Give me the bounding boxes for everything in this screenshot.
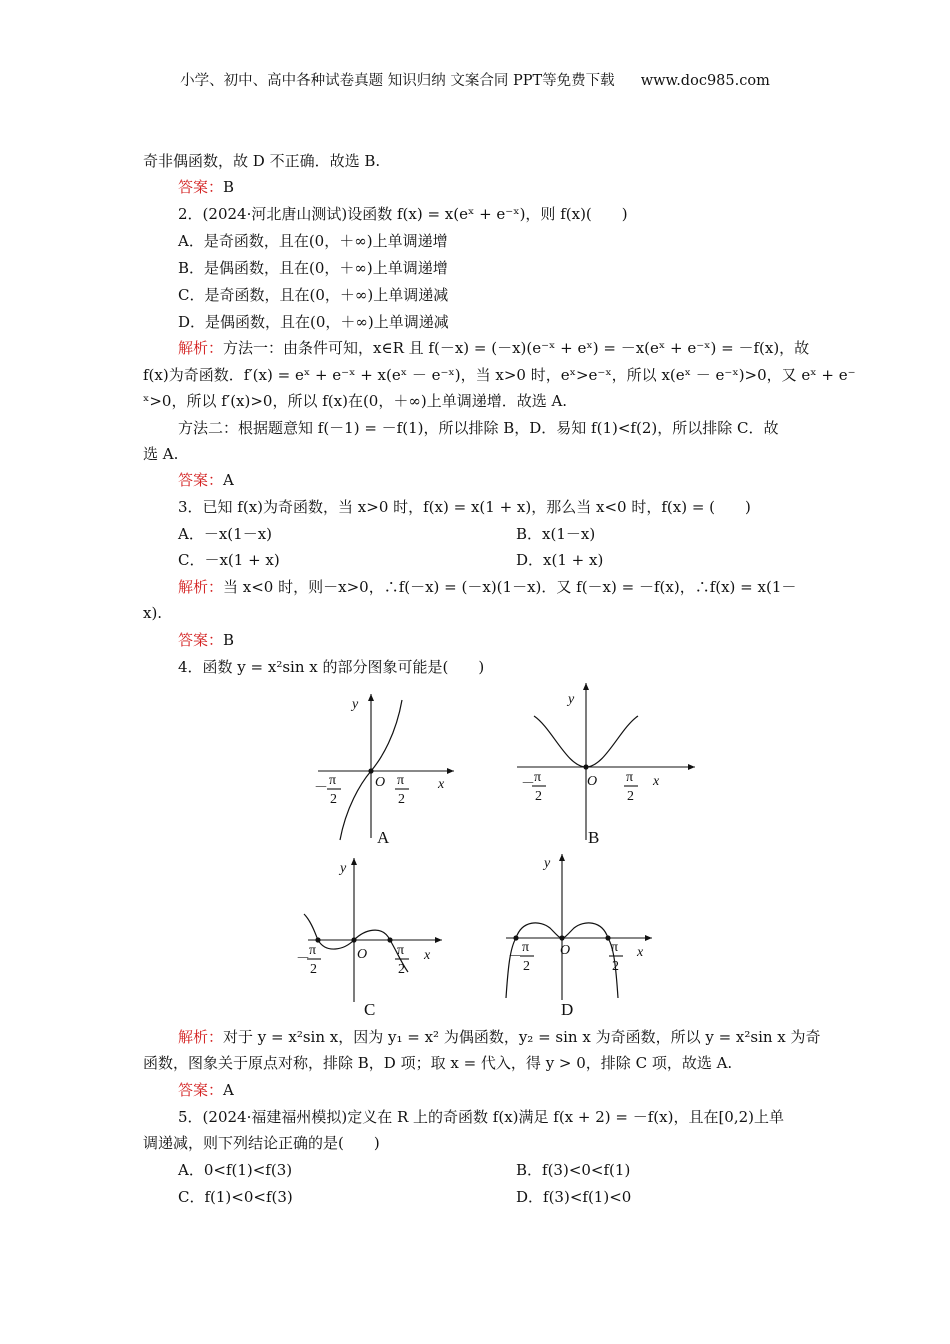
graph-d: [500, 848, 660, 1020]
answer-value: B: [223, 178, 235, 196]
denominator-2: 2: [612, 959, 619, 974]
solution-2-line-2: f(x)为奇函数．f′(x) = eˣ + e⁻ˣ + x(eˣ － e⁻ˣ)，当 x>0 时，eˣ>e⁻ˣ，所以 x(eˣ － e⁻ˣ)>0，又 eˣ + e⁻: [143, 366, 856, 384]
solution-4-line-1: [178, 1026, 821, 1048]
pi-label: π: [522, 940, 530, 955]
solution-label: 解析：: [178, 578, 224, 596]
caption-b: B: [588, 828, 600, 847]
page-header: [0, 69, 950, 90]
y-label: y: [352, 697, 359, 712]
x-axis-arrow: [447, 768, 454, 774]
caption-d: D: [561, 1000, 574, 1019]
graph-c: [296, 852, 451, 1022]
solution-2-line-1: [178, 337, 808, 359]
answer-4: [178, 1079, 808, 1101]
zero-dot: [605, 935, 610, 940]
graph-b: [512, 680, 697, 850]
origin-label: O: [357, 947, 368, 962]
question-3: 3．已知 f(x)为奇函数，当 x>0 时，f(x) = x(1 + x)，那么当 x<0 时，f(x) = ( ): [178, 498, 751, 516]
x-axis-arrow: [688, 764, 695, 770]
answer-label: 答案：: [178, 178, 224, 196]
zero-dot: [513, 935, 518, 940]
header-text: 小学、初中、高中各种试卷真题 知识归纳 文案合同 PPT等免费下载: [180, 73, 615, 89]
solution-3-line-2: x).: [143, 604, 163, 622]
y-label: y: [340, 861, 347, 876]
text-line: 奇非偶函数，故 D 不正确．故选 B.: [143, 152, 381, 170]
y-axis-arrow: [559, 854, 565, 861]
solution-2-line-5: 选 A.: [143, 445, 179, 463]
pi-label: π: [329, 773, 337, 788]
answer-2: [178, 469, 808, 491]
option-3b: B．x(1－x): [516, 525, 596, 543]
question-5-line-1: 5．(2024·福建福州模拟)定义在 R 上的奇函数 f(x)满足 f(x + 2) = －f(x)，且在[0,2)上单: [178, 1108, 785, 1126]
option-5a: A．0<f(1)<f(3): [178, 1161, 293, 1179]
answer-value: A: [223, 1081, 234, 1099]
origin-dot: [583, 764, 588, 769]
option-2a: A．是奇函数，且在(0，＋∞)上单调递增: [178, 232, 448, 250]
denominator-2: 2: [330, 792, 337, 807]
x-label: x: [424, 948, 431, 963]
option-3d: D．x(1 + x): [516, 551, 604, 569]
x-label: x: [653, 774, 660, 789]
pi-label: π: [534, 770, 542, 785]
y-label: y: [568, 692, 575, 707]
solution-text: 方法一：由条件可知，x∈R 且 f(－x) = (－x)(e⁻ˣ + eˣ) = －x(eˣ + e⁻ˣ) = －f(x)，故: [223, 339, 810, 357]
solution-4-line-2: 函数，图象关于原点对称，排除 B，D 项；取 x = 代入，得 y > 0，排除 C 项，故选 A.: [143, 1054, 733, 1072]
answer-1: [178, 176, 808, 198]
options-5cd: [178, 1186, 808, 1208]
solution-text: 对于 y = x²sin x，因为 y₁ = x² 为偶函数，y₂ = sin x 为奇函数，所以 y = x²sin x 为奇: [223, 1028, 821, 1046]
x-axis-arrow: [435, 937, 442, 943]
options-3ab: [178, 523, 808, 545]
origin-label: O: [587, 774, 598, 789]
denominator-2: 2: [627, 789, 634, 804]
pi-label: π: [626, 770, 634, 785]
solution-label: 解析：: [178, 339, 224, 357]
denominator-2: 2: [398, 792, 405, 807]
answer-3: [178, 629, 808, 651]
pi-label: π: [309, 943, 317, 958]
question-5-line-2: 调递减，则下列结论正确的是( ): [143, 1134, 380, 1152]
denominator-2: 2: [523, 959, 530, 974]
curve-c: [304, 914, 408, 972]
denominator-2: 2: [310, 962, 317, 977]
origin-dot: [368, 768, 373, 773]
answer-label: 答案：: [178, 631, 224, 649]
minus-sign: －: [521, 777, 535, 792]
option-2c: C．是奇函数，且在(0，＋∞)上单调递减: [178, 286, 449, 304]
solution-text: 当 x<0 时，则－x>0，∴f(－x) = (－x)(1－x)．又 f(－x) = －f(x)，∴f(x) = x(1－: [223, 578, 797, 596]
origin-dot: [559, 935, 564, 940]
answer-label: 答案：: [178, 1081, 224, 1099]
y-axis-arrow: [583, 683, 589, 690]
answer-value: B: [223, 631, 235, 649]
solution-3-line-1: [178, 576, 808, 598]
question-4: 4．函数 y = x²sin x 的部分图象可能是( ): [178, 658, 485, 676]
option-2b: B．是偶函数，且在(0，＋∞)上单调递增: [178, 259, 448, 277]
x-label: x: [637, 945, 644, 960]
caption-c: C: [364, 1000, 376, 1019]
header-url: www.doc985.com: [640, 73, 770, 89]
answer-label: 答案：: [178, 471, 224, 489]
origin-label: O: [560, 943, 571, 958]
option-5d: D．f(3)<f(1)<0: [516, 1188, 632, 1206]
y-label: y: [544, 856, 551, 871]
caption-a: A: [377, 828, 390, 847]
option-3a: A．－x(1－x): [178, 525, 272, 543]
zero-dot: [387, 937, 392, 942]
denominator-2: 2: [398, 962, 405, 977]
option-2d: D．是偶函数，且在(0，＋∞)上单调递减: [178, 313, 449, 331]
minus-sign: －: [508, 950, 522, 965]
pi-label: π: [397, 943, 405, 958]
denominator-2: 2: [535, 789, 542, 804]
solution-2-line-4: 方法二：根据题意知 f(－1) = －f(1)，所以排除 B，D．易知 f(1)<f(2)，所以排除 C．故: [178, 419, 779, 437]
answer-value: A: [223, 471, 234, 489]
pi-label: π: [611, 940, 619, 955]
graph-a: [312, 688, 462, 848]
option-5b: B．f(3)<0<f(1): [516, 1161, 631, 1179]
solution-label: 解析：: [178, 1028, 224, 1046]
y-axis-arrow: [368, 694, 374, 701]
origin-dot: [351, 937, 356, 942]
minus-sign: －: [296, 952, 310, 967]
minus-sign: －: [314, 781, 328, 796]
solution-2-line-3: ˣ>0，所以 f′(x)>0，所以 f(x)在(0，＋∞)上单调递增．故选 A.: [143, 392, 568, 410]
y-axis-arrow: [351, 858, 357, 865]
origin-label: O: [375, 775, 386, 790]
options-3cd: [178, 549, 808, 571]
options-5ab: [178, 1159, 808, 1181]
option-5c: C．f(1)<0<f(3): [178, 1188, 293, 1206]
question-2: 2．(2024·河北唐山测试)设函数 f(x) = x(eˣ + e⁻ˣ)，则 f(x)( ): [178, 205, 628, 223]
option-3c: C．－x(1 + x): [178, 551, 280, 569]
pi-label: π: [397, 773, 405, 788]
x-label: x: [438, 777, 445, 792]
zero-dot: [315, 937, 320, 942]
x-axis-arrow: [645, 935, 652, 941]
